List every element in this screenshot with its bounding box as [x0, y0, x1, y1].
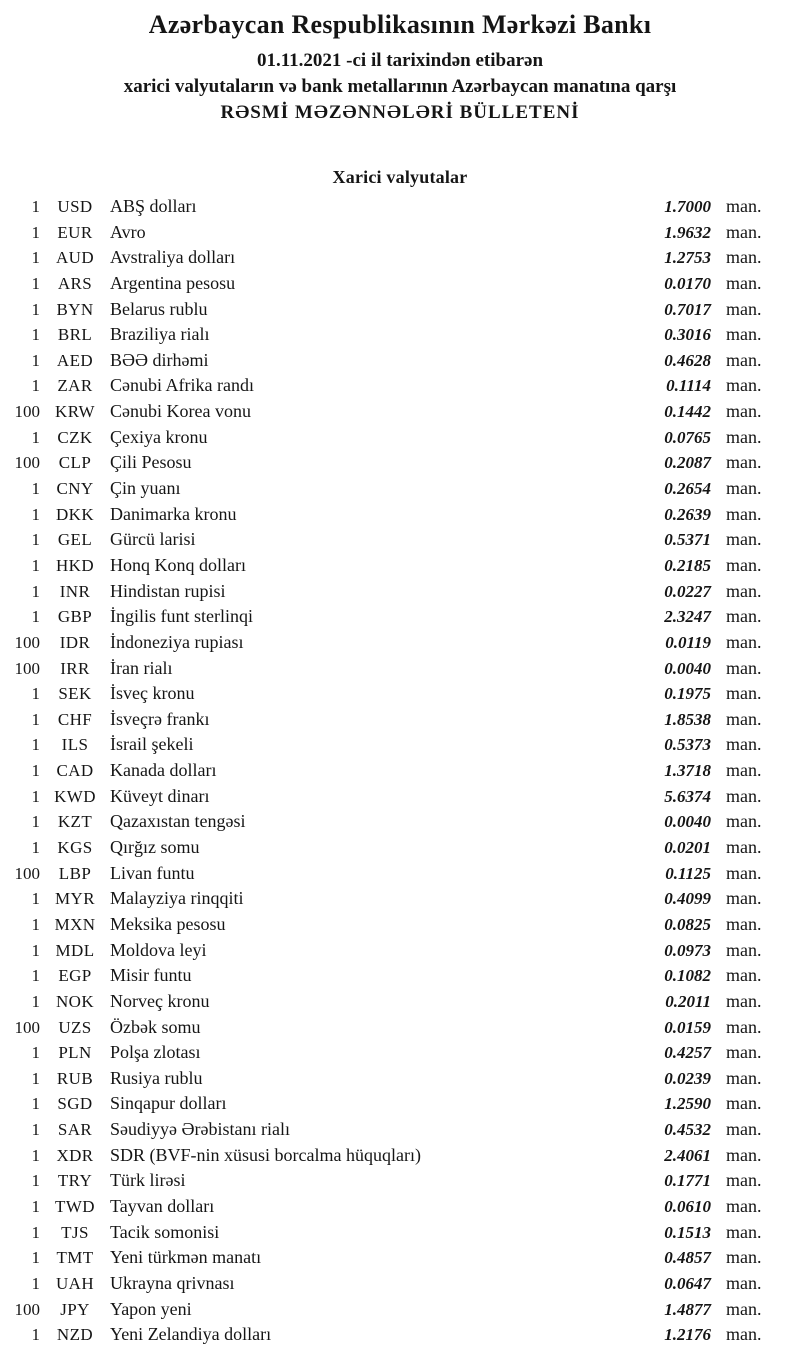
rate-value: 5.6374	[664, 786, 711, 806]
rate-row	[0, 632, 770, 658]
currency-code: KGS	[57, 838, 93, 858]
rate-value: 2.4061	[664, 1145, 711, 1165]
currency-code: KWD	[54, 786, 96, 806]
rate-value: 0.4532	[664, 1120, 711, 1140]
currency-name: Avstraliya dolları	[110, 247, 236, 268]
currency-name: Honq Konq dolları	[110, 554, 246, 575]
rate-value: 0.0765	[664, 427, 711, 447]
rate-row	[0, 1196, 770, 1222]
currency-code: TWD	[55, 1196, 95, 1216]
nominal-value: 1	[31, 273, 40, 293]
unit-label: man.	[726, 631, 762, 652]
rate-value: 1.4877	[664, 1299, 711, 1319]
unit-label: man.	[726, 708, 762, 729]
rate-row	[0, 247, 770, 273]
nominal-value: 1	[31, 1043, 40, 1063]
nominal-value: 1	[31, 761, 40, 781]
unit-label: man.	[726, 811, 762, 832]
nominal-value: 1	[31, 607, 40, 627]
unit-label: man.	[726, 1221, 762, 1242]
rate-value: 1.2590	[664, 1094, 711, 1114]
rate-value: 0.0170	[664, 273, 711, 293]
currency-name: Belarus rublu	[110, 298, 208, 319]
currency-name: Argentina pesosu	[110, 272, 236, 293]
currency-name: Yapon yeni	[110, 1298, 192, 1319]
rate-value: 0.0825	[664, 914, 711, 934]
nominal-value: 1	[31, 376, 40, 396]
nominal-value: 100	[14, 402, 40, 422]
rate-value: 0.2011	[665, 991, 711, 1011]
nominal-value: 100	[14, 1017, 40, 1037]
currency-code: IRR	[60, 658, 90, 678]
currency-name: İsrail şekeli	[110, 734, 194, 755]
rate-row	[0, 888, 770, 914]
rate-value: 0.0159	[664, 1017, 711, 1037]
currency-name: Hindistan rupisi	[110, 580, 226, 601]
unit-label: man.	[726, 1298, 762, 1319]
rate-row	[0, 811, 770, 837]
rate-value: 1.3718	[664, 761, 711, 781]
rate-row	[0, 529, 770, 555]
unit-label: man.	[726, 1016, 762, 1037]
unit-label: man.	[726, 580, 762, 601]
currency-name: Misir funtu	[110, 965, 192, 986]
rate-value: 0.4628	[664, 350, 711, 370]
currency-name: Özbək somu	[110, 1016, 201, 1037]
nominal-value: 1	[31, 1222, 40, 1242]
rate-row	[0, 555, 770, 581]
currency-name: Livan funtu	[110, 862, 195, 883]
rate-row	[0, 273, 770, 299]
rate-value: 1.8538	[664, 709, 711, 729]
currency-code: UZS	[58, 1017, 92, 1037]
rate-row	[0, 350, 770, 376]
currency-name: Kanada dolları	[110, 760, 217, 781]
currency-code: USD	[57, 197, 93, 216]
currency-code: LBP	[58, 863, 92, 883]
rate-row	[0, 658, 770, 684]
bulletin-title: RƏSMİ MƏZƏNNƏLƏRİ BÜLLETENİ	[220, 102, 580, 123]
nominal-value: 1	[31, 735, 40, 755]
rate-row	[0, 1273, 770, 1299]
unit-label: man.	[726, 1170, 762, 1191]
currency-code: CLP	[58, 453, 92, 473]
currency-name: İran rialı	[110, 657, 173, 678]
unit-label: man.	[726, 375, 762, 396]
currency-name: Malayziya rinqqiti	[110, 888, 244, 909]
currency-code: PLN	[58, 1043, 92, 1063]
currency-code: SEK	[58, 684, 92, 704]
rate-row	[0, 478, 770, 504]
currency-name: Qazaxıstan tengəsi	[110, 811, 246, 832]
rate-value: 0.2185	[664, 555, 711, 575]
currency-code: HKD	[55, 555, 95, 575]
currency-name: İsveçrə frankı	[110, 708, 210, 729]
unit-label: man.	[726, 298, 762, 319]
nominal-value: 1	[31, 350, 40, 370]
unit-label: man.	[726, 1119, 762, 1140]
nominal-value: 100	[14, 632, 40, 652]
rate-value: 0.0119	[665, 632, 711, 652]
exchange-rates-table	[0, 196, 800, 1348]
rate-value: 0.1125	[665, 863, 711, 883]
currency-code: CZK	[57, 427, 93, 447]
unit-label: man.	[726, 324, 762, 345]
rate-row	[0, 863, 770, 889]
currency-code: SAR	[57, 1120, 93, 1140]
currency-code: MXN	[54, 914, 96, 934]
unit-label: man.	[726, 734, 762, 755]
nominal-value: 1	[31, 966, 40, 986]
unit-label: man.	[726, 760, 762, 781]
nominal-value: 1	[31, 812, 40, 832]
rate-row	[0, 760, 770, 786]
unit-label: man.	[726, 965, 762, 986]
currency-name: İsveç kronu	[110, 683, 195, 704]
currency-code: NOK	[55, 991, 95, 1011]
rate-value: 0.1513	[664, 1222, 711, 1242]
currency-name: Danimarka kronu	[110, 503, 237, 524]
currency-code: KRW	[55, 402, 95, 422]
nominal-value: 1	[31, 838, 40, 858]
currency-code: CNY	[56, 479, 94, 499]
currency-name: SDR (BVF-nin xüsusi borcalma hüquqları)	[110, 1144, 421, 1165]
unit-label: man.	[726, 503, 762, 524]
unit-label: man.	[726, 1195, 762, 1216]
rate-row	[0, 1247, 770, 1273]
nominal-value: 1	[31, 1068, 40, 1088]
unit-label: man.	[726, 554, 762, 575]
currency-name: Tayvan dolları	[110, 1195, 215, 1216]
currency-code: BYN	[56, 299, 94, 319]
nominal-value: 1	[31, 1325, 40, 1345]
rate-row	[0, 1017, 770, 1043]
currency-code: IDR	[59, 632, 91, 652]
nominal-value: 100	[14, 1299, 40, 1319]
nominal-value: 1	[31, 427, 40, 447]
unit-label: man.	[726, 1144, 762, 1165]
rate-row	[0, 606, 770, 632]
rate-value: 0.4099	[664, 889, 711, 909]
rate-value: 0.2087	[664, 453, 711, 473]
unit-label: man.	[726, 837, 762, 858]
rate-row	[0, 1299, 770, 1325]
currency-name: Çexiya kronu	[110, 426, 208, 447]
rate-row	[0, 734, 770, 760]
rate-value: 0.1082	[664, 966, 711, 986]
unit-label: man.	[726, 401, 762, 422]
nominal-value: 1	[31, 1120, 40, 1140]
currency-name: İngilis funt sterlinqi	[110, 606, 253, 627]
nominal-value: 1	[31, 991, 40, 1011]
currency-name: Yeni Zelandiya dolları	[110, 1324, 272, 1345]
currency-code: CHF	[57, 709, 93, 729]
rate-row	[0, 837, 770, 863]
nominal-value: 1	[31, 479, 40, 499]
currency-code: TMT	[56, 1248, 94, 1268]
rate-row	[0, 375, 770, 401]
currency-name: Səudiyyə Ərəbistanı rialı	[110, 1119, 290, 1140]
rate-value: 0.1771	[664, 1171, 711, 1191]
currency-name: Tacik somonisi	[110, 1221, 220, 1242]
rate-value: 0.1975	[664, 684, 711, 704]
currency-code: TRY	[57, 1171, 93, 1191]
rate-value: 0.7017	[664, 299, 711, 319]
rate-value: 0.5371	[664, 530, 711, 550]
unit-label: man.	[726, 939, 762, 960]
nominal-value: 1	[31, 786, 40, 806]
currency-name: İndoneziya rupiası	[110, 631, 244, 652]
rate-row	[0, 1324, 770, 1348]
currency-code: JPY	[60, 1299, 90, 1319]
rate-row	[0, 786, 770, 812]
rate-value: 0.0227	[664, 581, 711, 601]
currency-code: XDR	[56, 1145, 94, 1165]
nominal-value: 1	[31, 222, 40, 242]
currency-name: Braziliya rialı	[110, 324, 210, 345]
rate-value: 0.0973	[664, 940, 711, 960]
currency-code: CAD	[56, 761, 94, 781]
unit-label: man.	[726, 990, 762, 1011]
rate-row	[0, 452, 770, 478]
currency-name: Çin yuanı	[110, 478, 181, 499]
rate-value: 0.0040	[664, 812, 711, 832]
rate-row	[0, 504, 770, 530]
nominal-value: 1	[31, 914, 40, 934]
currency-name: Qırğız somu	[110, 837, 200, 858]
currency-code: ILS	[61, 735, 89, 755]
currency-name: ABŞ dolları	[110, 196, 197, 216]
rate-value: 0.4257	[664, 1043, 711, 1063]
unit-label: man.	[726, 657, 762, 678]
effective-date-line: 01.11.2021 -ci il tarixindən etibarən	[256, 50, 544, 71]
currency-code: NZD	[56, 1325, 94, 1345]
nominal-value: 1	[31, 248, 40, 268]
rate-value: 1.9632	[664, 222, 711, 242]
currency-name: Türk lirəsi	[110, 1170, 186, 1191]
currency-name: Sinqapur dolları	[110, 1093, 227, 1114]
nominal-value: 1	[31, 889, 40, 909]
currency-code: DKK	[55, 504, 95, 524]
rate-value: 0.0040	[664, 658, 711, 678]
nominal-value: 1	[31, 299, 40, 319]
bulletin-header	[0, 9, 800, 126]
currency-code: ARS	[57, 273, 93, 293]
rate-row	[0, 1119, 770, 1145]
rate-row	[0, 965, 770, 991]
rate-row	[0, 1170, 770, 1196]
currency-code: GEL	[57, 530, 93, 550]
unit-label: man.	[726, 913, 762, 934]
nominal-value: 1	[31, 325, 40, 345]
currency-code: BRL	[57, 325, 93, 345]
rate-value: 0.1442	[664, 402, 711, 422]
currency-name: Norveç kronu	[110, 990, 210, 1011]
currency-code: EGP	[58, 966, 92, 986]
currency-code: MDL	[55, 940, 95, 960]
unit-label: man.	[726, 426, 762, 447]
rate-row	[0, 222, 770, 248]
rate-value: 1.2753	[664, 248, 711, 268]
currency-code: KZT	[57, 812, 93, 832]
unit-label: man.	[726, 196, 762, 216]
rate-value: 0.0201	[664, 838, 711, 858]
currency-code: SGD	[57, 1094, 93, 1114]
unit-label: man.	[726, 478, 762, 499]
currency-code: MYR	[55, 889, 95, 909]
currency-code: UAH	[55, 1273, 95, 1293]
unit-label: man.	[726, 349, 762, 370]
rate-row	[0, 299, 770, 325]
currency-name: Rusiya rublu	[110, 1067, 203, 1088]
currency-name: Moldova leyi	[110, 939, 207, 960]
nominal-value: 100	[14, 658, 40, 678]
currency-name: Yeni türkmən manatı	[110, 1247, 262, 1268]
currency-name: Cənubi Korea vonu	[110, 401, 251, 422]
rate-value: 0.0647	[664, 1273, 711, 1293]
rate-value: 1.7000	[664, 197, 711, 216]
unit-label: man.	[726, 888, 762, 909]
rate-row	[0, 914, 770, 940]
nominal-value: 1	[31, 1171, 40, 1191]
unit-label: man.	[726, 1042, 762, 1063]
rate-value: 2.3247	[664, 607, 711, 627]
unit-label: man.	[726, 272, 762, 293]
currency-code: AED	[56, 350, 94, 370]
nominal-value: 1	[31, 1248, 40, 1268]
nominal-value: 1	[31, 555, 40, 575]
subject-line: xarici valyutaların və bank metallarının Azərbaycan manatına qarşı	[123, 76, 677, 97]
nominal-value: 1	[31, 1273, 40, 1293]
currency-name: Cənubi Afrika randı	[110, 375, 254, 396]
unit-label: man.	[726, 247, 762, 268]
rate-value: 0.5373	[664, 735, 711, 755]
rate-value: 1.2176	[664, 1325, 711, 1345]
unit-label: man.	[726, 221, 762, 242]
nominal-value: 1	[31, 940, 40, 960]
nominal-value: 100	[14, 863, 40, 883]
currency-code: ZAR	[57, 376, 93, 396]
unit-label: man.	[726, 529, 762, 550]
rate-value: 0.0239	[664, 1068, 711, 1088]
unit-label: man.	[726, 1324, 762, 1345]
currency-code: TJS	[61, 1222, 89, 1242]
unit-label: man.	[726, 862, 762, 883]
rate-row	[0, 324, 770, 350]
currency-code: INR	[59, 581, 91, 601]
nominal-value: 100	[14, 453, 40, 473]
rate-row	[0, 709, 770, 735]
unit-label: man.	[726, 1067, 762, 1088]
nominal-value: 1	[31, 684, 40, 704]
rate-row	[0, 940, 770, 966]
rate-value: 0.1114	[666, 376, 711, 396]
unit-label: man.	[726, 452, 762, 473]
unit-label: man.	[726, 683, 762, 704]
rate-row	[0, 427, 770, 453]
rate-row	[0, 1093, 770, 1119]
rate-row	[0, 1042, 770, 1068]
rate-value: 0.3016	[664, 325, 711, 345]
nominal-value: 1	[31, 197, 40, 216]
rate-row	[0, 581, 770, 607]
rate-row	[0, 401, 770, 427]
section-title-foreign-currencies: Xarici valyutalar	[332, 167, 468, 187]
currency-code: GBP	[57, 607, 93, 627]
unit-label: man.	[726, 606, 762, 627]
unit-label: man.	[726, 1247, 762, 1268]
rate-row	[0, 1222, 770, 1248]
currency-code: EUR	[57, 222, 93, 242]
currency-code: RUB	[56, 1068, 94, 1088]
nominal-value: 1	[31, 1196, 40, 1216]
currency-code: AUD	[55, 248, 95, 268]
rate-row	[0, 683, 770, 709]
unit-label: man.	[726, 785, 762, 806]
bank-title: Azərbaycan Respublikasının Mərkəzi Bankı	[148, 10, 652, 39]
nominal-value: 1	[31, 709, 40, 729]
currency-name: Avro	[110, 221, 146, 242]
rate-row	[0, 1068, 770, 1094]
nominal-value: 1	[31, 581, 40, 601]
nominal-value: 1	[31, 1145, 40, 1165]
currency-name: Gürcü larisi	[110, 529, 196, 550]
nominal-value: 1	[31, 504, 40, 524]
nominal-value: 1	[31, 1094, 40, 1114]
currency-name: Çili Pesosu	[110, 452, 192, 473]
rate-row	[0, 991, 770, 1017]
rate-value: 0.0610	[664, 1196, 711, 1216]
unit-label: man.	[726, 1272, 762, 1293]
currency-name: Polşa zlotası	[110, 1042, 201, 1063]
unit-label: man.	[726, 1093, 762, 1114]
rate-value: 0.2654	[664, 479, 711, 499]
currency-name: Ukrayna qrivnası	[110, 1272, 235, 1293]
rate-value: 0.2639	[664, 504, 711, 524]
rate-row	[0, 1145, 770, 1171]
nominal-value: 1	[31, 530, 40, 550]
currency-name: Küveyt dinarı	[110, 785, 210, 806]
rate-value: 0.4857	[664, 1248, 711, 1268]
currency-name: Meksika pesosu	[110, 913, 226, 934]
currency-name: BƏƏ dirhəmi	[110, 349, 209, 370]
rate-row	[0, 196, 770, 222]
